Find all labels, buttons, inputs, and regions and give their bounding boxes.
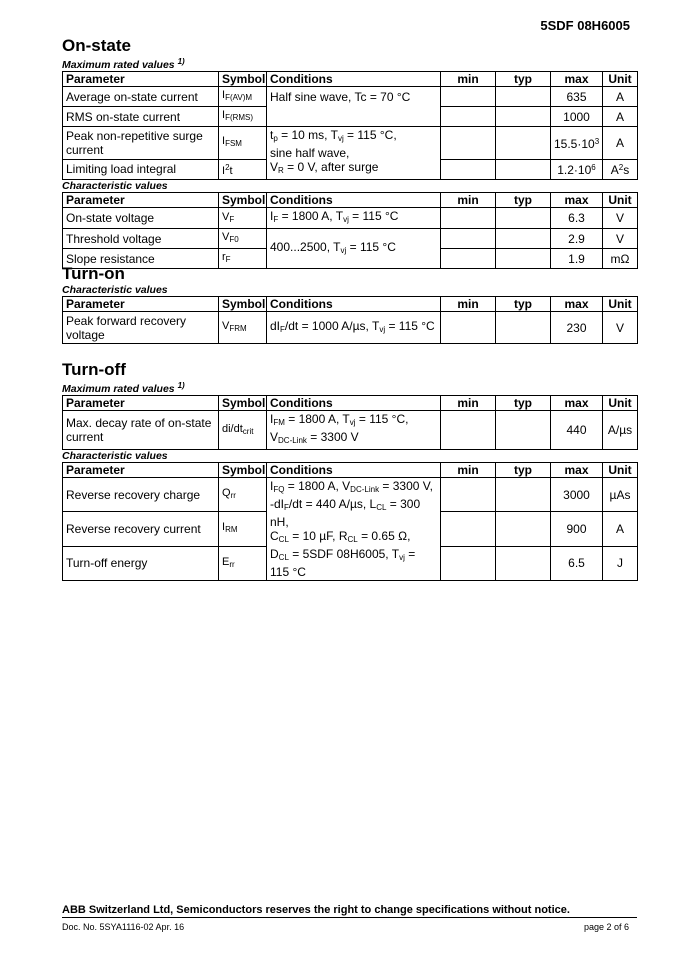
col-conditions: Conditions — [267, 396, 441, 411]
max-cell: 440 — [551, 411, 603, 450]
col-unit: Unit — [603, 396, 638, 411]
col-max: max — [551, 72, 603, 87]
unit-cell: A — [603, 107, 638, 127]
col-max: max — [551, 297, 603, 312]
col-conditions: Conditions — [267, 297, 441, 312]
max-cell: 900 — [551, 512, 603, 546]
typ-cell — [496, 478, 551, 512]
symbol-cell: $E_{rr}$ — [219, 546, 267, 580]
section-turn-on — [62, 264, 637, 344]
col-parameter: Parameter — [63, 463, 219, 478]
col-max: max — [551, 396, 603, 411]
section-title-turn-off: Turn-off — [62, 360, 126, 379]
turn-off-max-table — [62, 395, 638, 450]
max-cell: $1.2\cdot 10^6$ — [551, 159, 603, 179]
symbol-cell: $I_{RM}$ — [219, 512, 267, 546]
table-header-row — [63, 297, 638, 312]
col-symbol: Symbol — [219, 72, 267, 87]
turn-off-char-table — [62, 462, 638, 581]
section-title-on-state: On-state — [62, 36, 131, 55]
min-cell — [441, 107, 496, 127]
on-state-char-table — [62, 192, 638, 269]
col-typ: typ — [496, 297, 551, 312]
col-symbol: Symbol — [219, 396, 267, 411]
min-cell — [441, 478, 496, 512]
min-cell — [441, 87, 496, 107]
symbol-cell: $I^2t$ — [219, 159, 267, 179]
min-cell — [441, 312, 496, 344]
param-cell: RMS on-state current — [63, 107, 219, 127]
col-symbol: Symbol — [219, 463, 267, 478]
characteristic-label: Characteristic values — [62, 284, 168, 296]
unit-cell: A — [603, 87, 638, 107]
symbol-cell: $V_{FRM}$ — [219, 312, 267, 344]
param-cell: Turn-off energy — [63, 546, 219, 580]
col-min: min — [441, 72, 496, 87]
col-typ: typ — [496, 193, 551, 208]
min-cell — [441, 229, 496, 249]
typ-cell — [496, 107, 551, 127]
table-header-row — [63, 72, 638, 87]
condition-cell: $dI_F/dt = 1000$ A/µs, $T_{vj} = 115$ °C — [267, 312, 441, 344]
table-row — [63, 411, 638, 450]
symbol-cell: $Q_{rr}$ — [219, 478, 267, 512]
col-symbol: Symbol — [219, 297, 267, 312]
symbol-cell: $I_{FSM}$ — [219, 127, 267, 160]
unit-cell: µAs — [603, 478, 638, 512]
on-state-max-table — [62, 71, 638, 180]
param-cell: Max. decay rate of on-state current — [63, 411, 219, 450]
max-cell: 3000 — [551, 478, 603, 512]
footer-doc-number: Doc. No. 5SYA1116-02 Apr. 16 — [62, 922, 185, 932]
typ-cell — [496, 208, 551, 229]
table-header-row — [63, 193, 638, 208]
col-parameter: Parameter — [63, 193, 219, 208]
table-row — [63, 312, 638, 344]
typ-cell — [496, 312, 551, 344]
min-cell — [441, 512, 496, 546]
document-id: 5SDF 08H6005 — [540, 18, 630, 33]
max-cell: 635 — [551, 87, 603, 107]
max-cell: 6.5 — [551, 546, 603, 580]
condition-cell: 400...2500, $T_{vj} = 115$ °C — [267, 229, 441, 269]
unit-cell: J — [603, 546, 638, 580]
typ-cell — [496, 411, 551, 450]
turn-on-char-table — [62, 296, 638, 344]
table-header-row — [63, 463, 638, 478]
col-max: max — [551, 463, 603, 478]
param-cell: On-state voltage — [63, 208, 219, 229]
col-max: max — [551, 193, 603, 208]
col-typ: typ — [496, 396, 551, 411]
table-row — [63, 208, 638, 229]
condition-cell: $t_p = 10$ ms, $T_{vj} = 115$ °C, sine half wave, $V_R = 0$ V, after surge — [267, 127, 441, 180]
param-cell: Peak non-repetitive surge current — [63, 127, 219, 160]
symbol-cell: $V_F$ — [219, 208, 267, 229]
section-turn-off — [62, 360, 637, 581]
col-parameter: Parameter — [63, 297, 219, 312]
section-on-state — [62, 36, 637, 269]
min-cell — [441, 411, 496, 450]
typ-cell — [496, 546, 551, 580]
unit-cell: $A^2s$ — [603, 159, 638, 179]
col-min: min — [441, 463, 496, 478]
footer-page-number: page 2 of 6 — [583, 922, 629, 932]
col-conditions: Conditions — [267, 72, 441, 87]
table-row — [63, 127, 638, 160]
symbol-cell: $r_F$ — [219, 249, 267, 269]
symbol-cell: $I_{F(RMS)}$ — [219, 107, 267, 127]
section-title-turn-on: Turn-on — [62, 264, 125, 283]
footer-notice: ABB Switzerland Ltd, Semiconductors reserves the right to change specifications without notice. — [62, 904, 570, 916]
col-conditions: Conditions — [267, 193, 441, 208]
param-cell: Average on-state current — [63, 87, 219, 107]
condition-cell: $I_{FM} = 1800$ A, $T_{vj} = 115$ °C, $V_{DC-Link} = 3300$ V — [267, 411, 441, 450]
table-row — [63, 229, 638, 249]
col-unit: Unit — [603, 193, 638, 208]
param-cell: Reverse recovery current — [63, 512, 219, 546]
unit-cell: V — [603, 229, 638, 249]
col-typ: typ — [496, 463, 551, 478]
col-parameter: Parameter — [63, 396, 219, 411]
unit-cell: A — [603, 512, 638, 546]
min-cell — [441, 159, 496, 179]
unit-cell: mΩ — [603, 249, 638, 269]
max-cell: 6.3 — [551, 208, 603, 229]
param-cell: Slope resistance — [63, 249, 219, 269]
min-cell — [441, 127, 496, 160]
max-cell: $15.5\cdot 10^3$ — [551, 127, 603, 160]
typ-cell — [496, 229, 551, 249]
symbol-cell: $I_{F(AV)M}$ — [219, 87, 267, 107]
footer-divider — [62, 917, 637, 918]
symbol-cell: $V_{F0}$ — [219, 229, 267, 249]
max-cell: 1.9 — [551, 249, 603, 269]
col-min: min — [441, 193, 496, 208]
min-cell — [441, 546, 496, 580]
param-cell: Reverse recovery charge — [63, 478, 219, 512]
table-row — [63, 87, 638, 107]
max-rated-label: Maximum rated values $^{1)}$ — [62, 57, 185, 71]
max-cell: 1000 — [551, 107, 603, 127]
col-symbol: Symbol — [219, 193, 267, 208]
col-typ: typ — [496, 72, 551, 87]
unit-cell: V — [603, 208, 638, 229]
typ-cell — [496, 159, 551, 179]
condition-cell: $I_F = 1800$ A, $T_{vj} = 115$ °C — [267, 208, 441, 229]
min-cell — [441, 208, 496, 229]
typ-cell — [496, 87, 551, 107]
col-unit: Unit — [603, 463, 638, 478]
table-header-row — [63, 396, 638, 411]
unit-cell: A/µs — [603, 411, 638, 450]
col-unit: Unit — [603, 297, 638, 312]
table-row — [63, 478, 638, 512]
param-cell: Peak forward recovery voltage — [63, 312, 219, 344]
col-unit: Unit — [603, 72, 638, 87]
symbol-cell: $di/dt_{crit}$ — [219, 411, 267, 450]
condition-cell: $I_{FQ} = 1800$ A, $V_{DC-Link} = 3300$ V, $-dI_F/dt = 440$ A/µs, $L_{CL} = 300$ nH, $C_{CL} = 10$ µF, $R_{CL} = 0.65$ Ω, $D_{CL} = 5SDF$ 08H6005, $T_{vj} = 115$ °C — [267, 478, 441, 581]
characteristic-label: Characteristic values — [62, 450, 168, 462]
col-min: min — [441, 297, 496, 312]
characteristic-label: Characteristic values — [62, 180, 168, 192]
col-min: min — [441, 396, 496, 411]
max-rated-label: Maximum rated values $^{1)}$ — [62, 381, 185, 395]
col-parameter: Parameter — [63, 72, 219, 87]
typ-cell — [496, 512, 551, 546]
max-cell: 2.9 — [551, 229, 603, 249]
condition-cell: Half sine wave, Tc = 70 °C — [267, 87, 441, 127]
max-cell: 230 — [551, 312, 603, 344]
typ-cell — [496, 127, 551, 160]
col-conditions: Conditions — [267, 463, 441, 478]
param-cell: Threshold voltage — [63, 229, 219, 249]
unit-cell: A — [603, 127, 638, 160]
unit-cell: V — [603, 312, 638, 344]
param-cell: Limiting load integral — [63, 159, 219, 179]
